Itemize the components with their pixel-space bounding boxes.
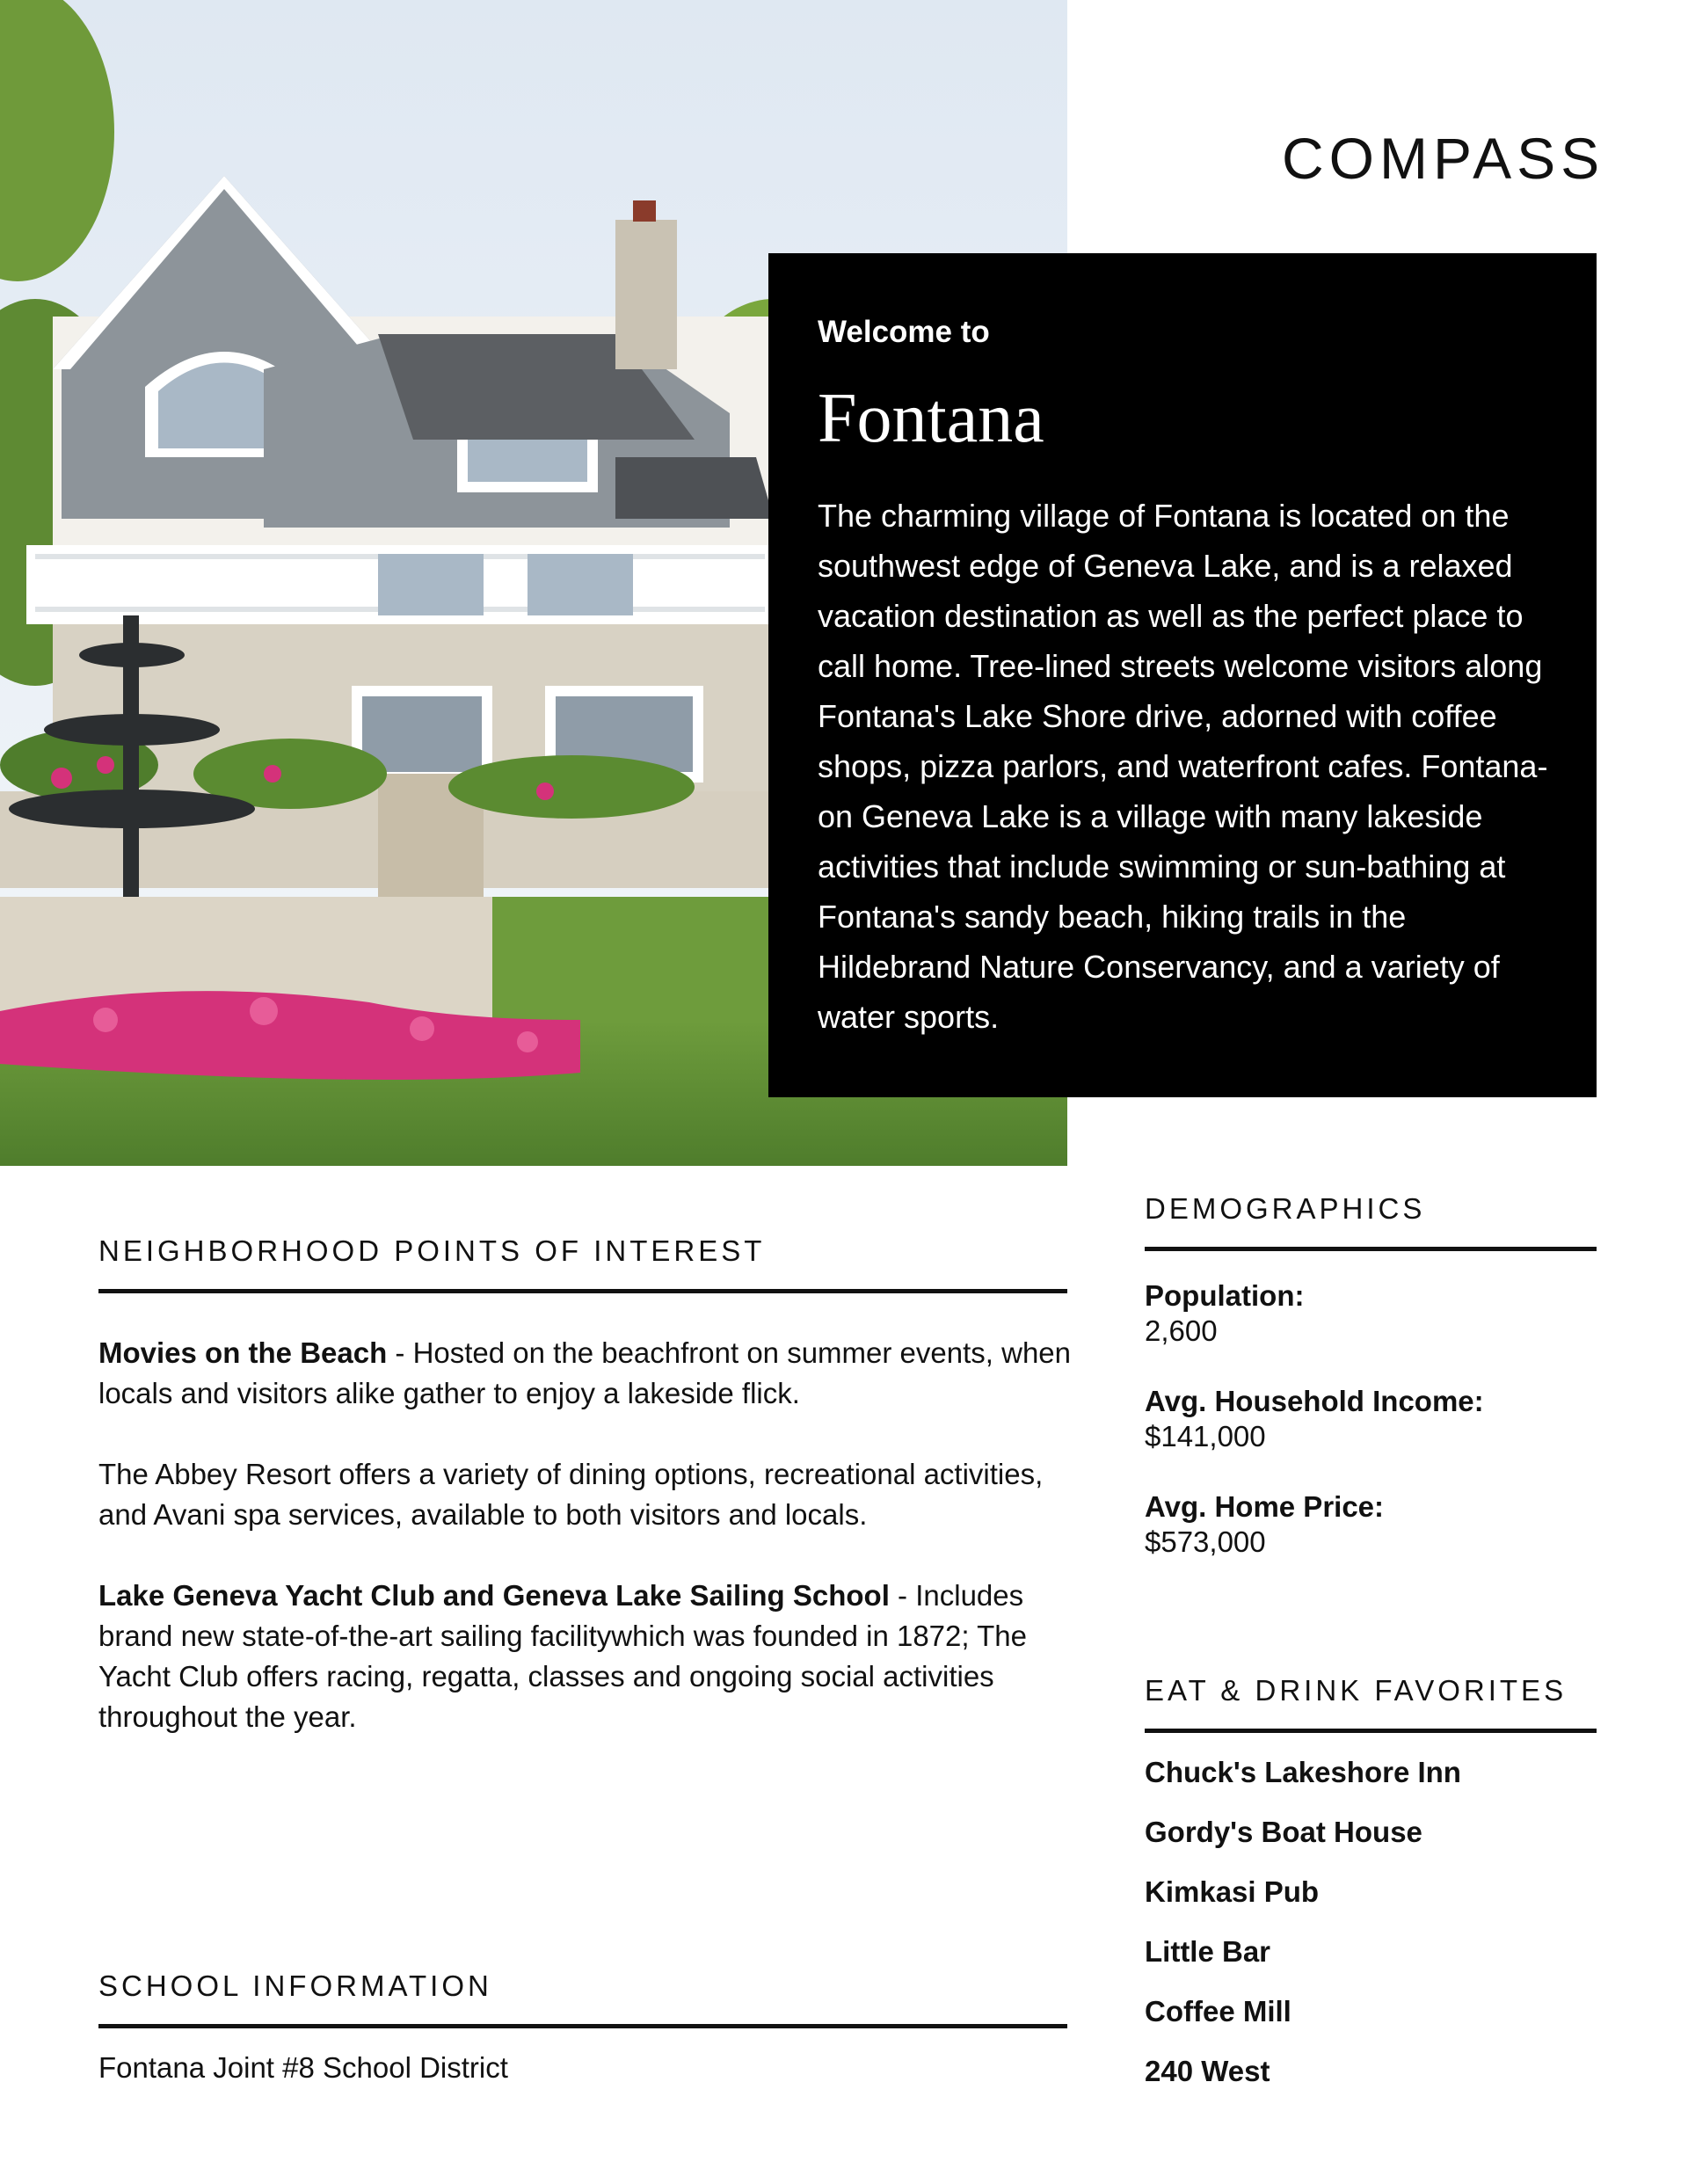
demographics-heading: DEMOGRAPHICS xyxy=(1145,1192,1597,1251)
eat-drink-item: Gordy's Boat House xyxy=(1145,1816,1422,1848)
demographic-value: $573,000 xyxy=(1145,1525,1266,1558)
welcome-eyebrow: Welcome to xyxy=(818,315,990,349)
points-of-interest-list xyxy=(98,1333,1074,1778)
demographic-label: Avg. Household Income: xyxy=(1145,1385,1484,1417)
demographics-list xyxy=(1145,1278,1597,1595)
demographic-item xyxy=(1145,1489,1597,1560)
poi-description: The Abbey Resort offers a variety of dining options, recreational activities, and Avani spa services, available to both visitors and locals. xyxy=(98,1458,1044,1531)
demographic-value: 2,600 xyxy=(1145,1314,1218,1347)
points-of-interest-heading: NEIGHBORHOOD POINTS OF INTEREST xyxy=(98,1234,1067,1293)
poi-item xyxy=(98,1333,1074,1414)
eat-drink-item: Coffee Mill xyxy=(1145,1995,1291,2027)
poi-description: - Hosted on the beachfront on summer events, when locals and visitors alike gather to enjoy a lakeside flick. xyxy=(98,1336,1072,1409)
poi-description: - Includes brand new state-of-the-art sailing facilitywhich was founded in 1872; The Yacht Club offers racing, regatta, classes and ongoing social activities throughout the year. xyxy=(98,1579,1027,1733)
compass-logo: COMPASS xyxy=(1282,126,1605,191)
eat-drink-item: 240 West xyxy=(1145,2055,1270,2087)
demographic-item xyxy=(1145,1278,1597,1349)
school-information-heading: SCHOOL INFORMATION xyxy=(98,1969,1067,2028)
eat-drink-list xyxy=(1145,1755,1597,2114)
demographic-value: $141,000 xyxy=(1145,1420,1266,1452)
demographic-label: Population: xyxy=(1145,1279,1305,1312)
school-district: Fontana Joint #8 School District xyxy=(98,2051,508,2084)
eat-drink-item: Little Bar xyxy=(1145,1935,1271,1968)
eat-drink-heading: EAT & DRINK FAVORITES xyxy=(1145,1674,1597,1733)
demographic-label: Avg. Home Price: xyxy=(1145,1490,1385,1523)
poi-item xyxy=(98,1576,1074,1737)
poi-name: Lake Geneva Yacht Club and Geneva Lake Sailing School xyxy=(98,1579,890,1612)
poi-name: Movies on the Beach xyxy=(98,1336,388,1369)
welcome-description: The charming village of Fontana is located on the southwest edge of Geneva Lake, and is a relaxed vacation destination as well as the perfect place to call home. Tree-lined streets welcome visitors along Fontana's Lake Shore drive, adorned with coffee shops, pizza parlors, and waterfront cafes. Fontana-on Geneva Lake is a village with many lakeside activities that include swimming or sun-bathing at Fontana's sandy beach, hiking trails in the Hildebrand Nature Conservancy, and a variety of water sports. xyxy=(818,498,1548,1035)
eat-drink-item: Kimkasi Pub xyxy=(1145,1875,1320,1908)
demographic-item xyxy=(1145,1384,1597,1454)
welcome-title: Fontana xyxy=(818,380,1044,457)
eat-drink-item: Chuck's Lakeshore Inn xyxy=(1145,1756,1461,1788)
welcome-card xyxy=(768,253,1597,1097)
poi-item xyxy=(98,1454,1074,1535)
